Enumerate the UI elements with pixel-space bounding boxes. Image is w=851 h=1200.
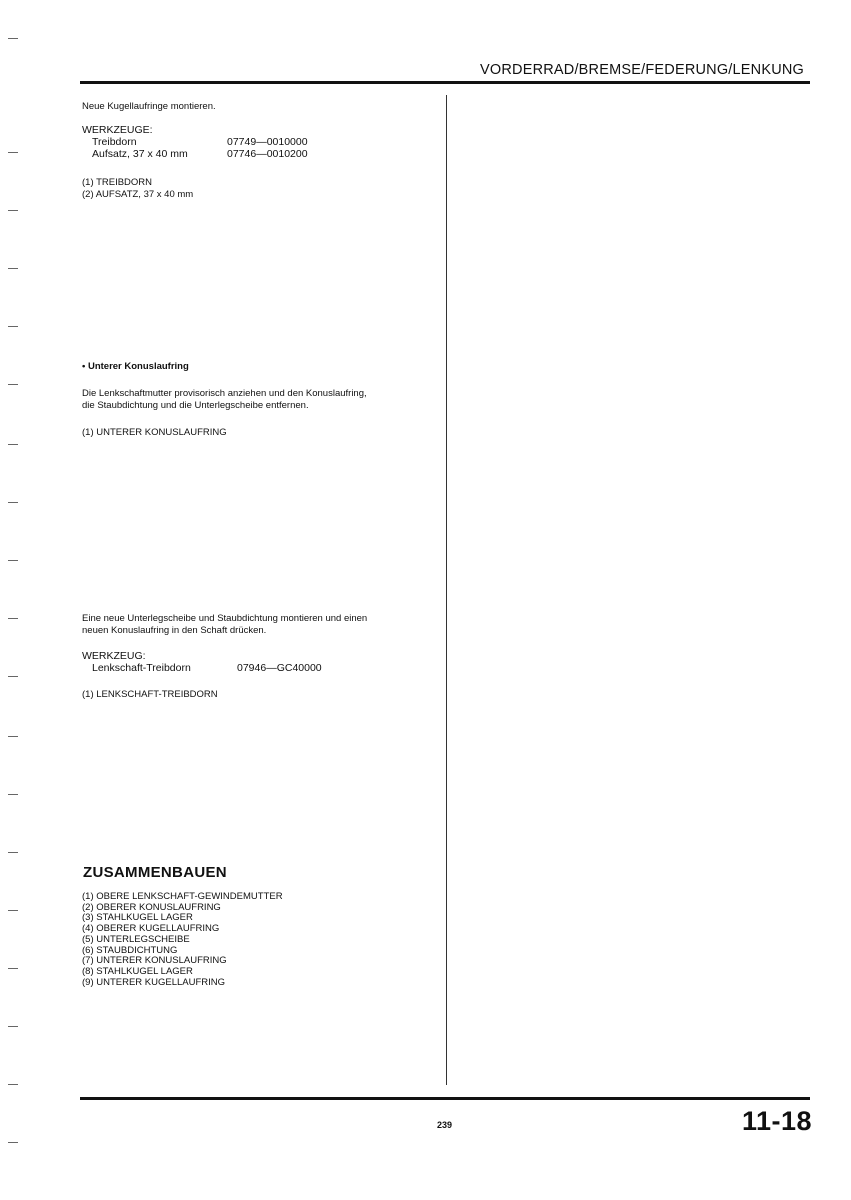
list-item: (4) OBERER KUGELLAUFRING (82, 923, 220, 935)
body-line: Die Lenkschaftmutter provisorisch anziehen und den Konuslaufring, (82, 388, 367, 399)
binding-mark (8, 152, 18, 153)
tools-heading: WERKZEUGE: (82, 124, 153, 136)
binding-mark (8, 676, 18, 677)
binding-mark (8, 384, 18, 385)
binding-mark (8, 38, 18, 39)
tool-row (82, 662, 322, 674)
assembly-heading: ZUSAMMENBAUEN (83, 864, 227, 881)
footer-rule (80, 1097, 810, 1100)
column-divider (446, 95, 447, 1085)
binding-mark (8, 1026, 18, 1027)
section1-labels (82, 177, 193, 201)
binding-mark (8, 444, 18, 445)
binding-mark (8, 852, 18, 853)
body-line: Eine neue Unterlegscheibe und Staubdichtung montieren und einen (82, 613, 368, 624)
list-item: (3) STAHLKUGEL LAGER (82, 912, 193, 924)
figure-label: (1) LENKSCHAFT-TREIBDORN (82, 689, 218, 700)
list-item: (1) OBERE LENKSCHAFT-GEWINDEMUTTER (82, 891, 283, 902)
binding-mark (8, 968, 18, 969)
binding-mark (8, 736, 18, 737)
binding-mark (8, 268, 18, 269)
tool-name: Treibdorn (92, 136, 137, 148)
section3-text (82, 613, 367, 637)
list-item: (9) UNTERER KUGELLAUFRING (82, 976, 226, 988)
section1-tools (82, 124, 308, 160)
tool-number: 07749—0010000 (227, 136, 308, 148)
list-item: (7) UNTERER KONUSLAUFRING (82, 955, 227, 967)
figure-label: (2) AUFSATZ, 37 x 40 mm (82, 189, 194, 200)
tool-number: 07946—GC40000 (237, 662, 322, 674)
list-item: (6) STAUBDICHTUNG (82, 944, 178, 956)
assembly-parts-list (82, 892, 283, 988)
binding-mark (8, 910, 18, 911)
tool-row (82, 148, 308, 160)
binding-mark (8, 618, 18, 619)
bullet-heading: • Unterer Konuslaufring (82, 361, 189, 372)
header-rule (80, 81, 810, 84)
binding-mark (8, 502, 18, 503)
binding-mark (8, 560, 18, 561)
page-header-title: VORDERRAD/BREMSE/FEDERUNG/LENKUNG (480, 62, 805, 78)
tool-heading: WERKZEUG: (82, 650, 146, 662)
chapter-page-number: 11-18 (742, 1106, 813, 1136)
figure-label: (1) TREIBDORN (82, 177, 153, 188)
body-line: neuen Konuslaufring in den Schaft drücken. (82, 625, 267, 636)
section2-text (82, 388, 367, 412)
list-item: (5) UNTERLEGSCHEIBE (82, 933, 190, 945)
section3-tools (82, 650, 322, 674)
tool-row (82, 136, 308, 148)
tool-name: Lenkschaft-Treibdorn (92, 662, 191, 674)
page-number: 239 (437, 1120, 453, 1130)
section1-intro: Neue Kugellaufringe montieren. (82, 101, 216, 112)
body-line: die Staubdichtung und die Unterlegscheibe entfernen. (82, 400, 309, 411)
list-item: (2) OBERER KONUSLAUFRING (82, 901, 221, 913)
tool-number: 07746—0010200 (227, 148, 308, 160)
binding-mark (8, 1084, 18, 1085)
binding-mark (8, 210, 18, 211)
figure-label: (1) UNTERER KONUSLAUFRING (82, 427, 227, 438)
tool-name: Aufsatz, 37 x 40 mm (92, 148, 188, 160)
list-item: (8) STAHLKUGEL LAGER (82, 965, 193, 977)
binding-mark (8, 326, 18, 327)
binding-mark (8, 794, 18, 795)
binding-mark (8, 1142, 18, 1143)
